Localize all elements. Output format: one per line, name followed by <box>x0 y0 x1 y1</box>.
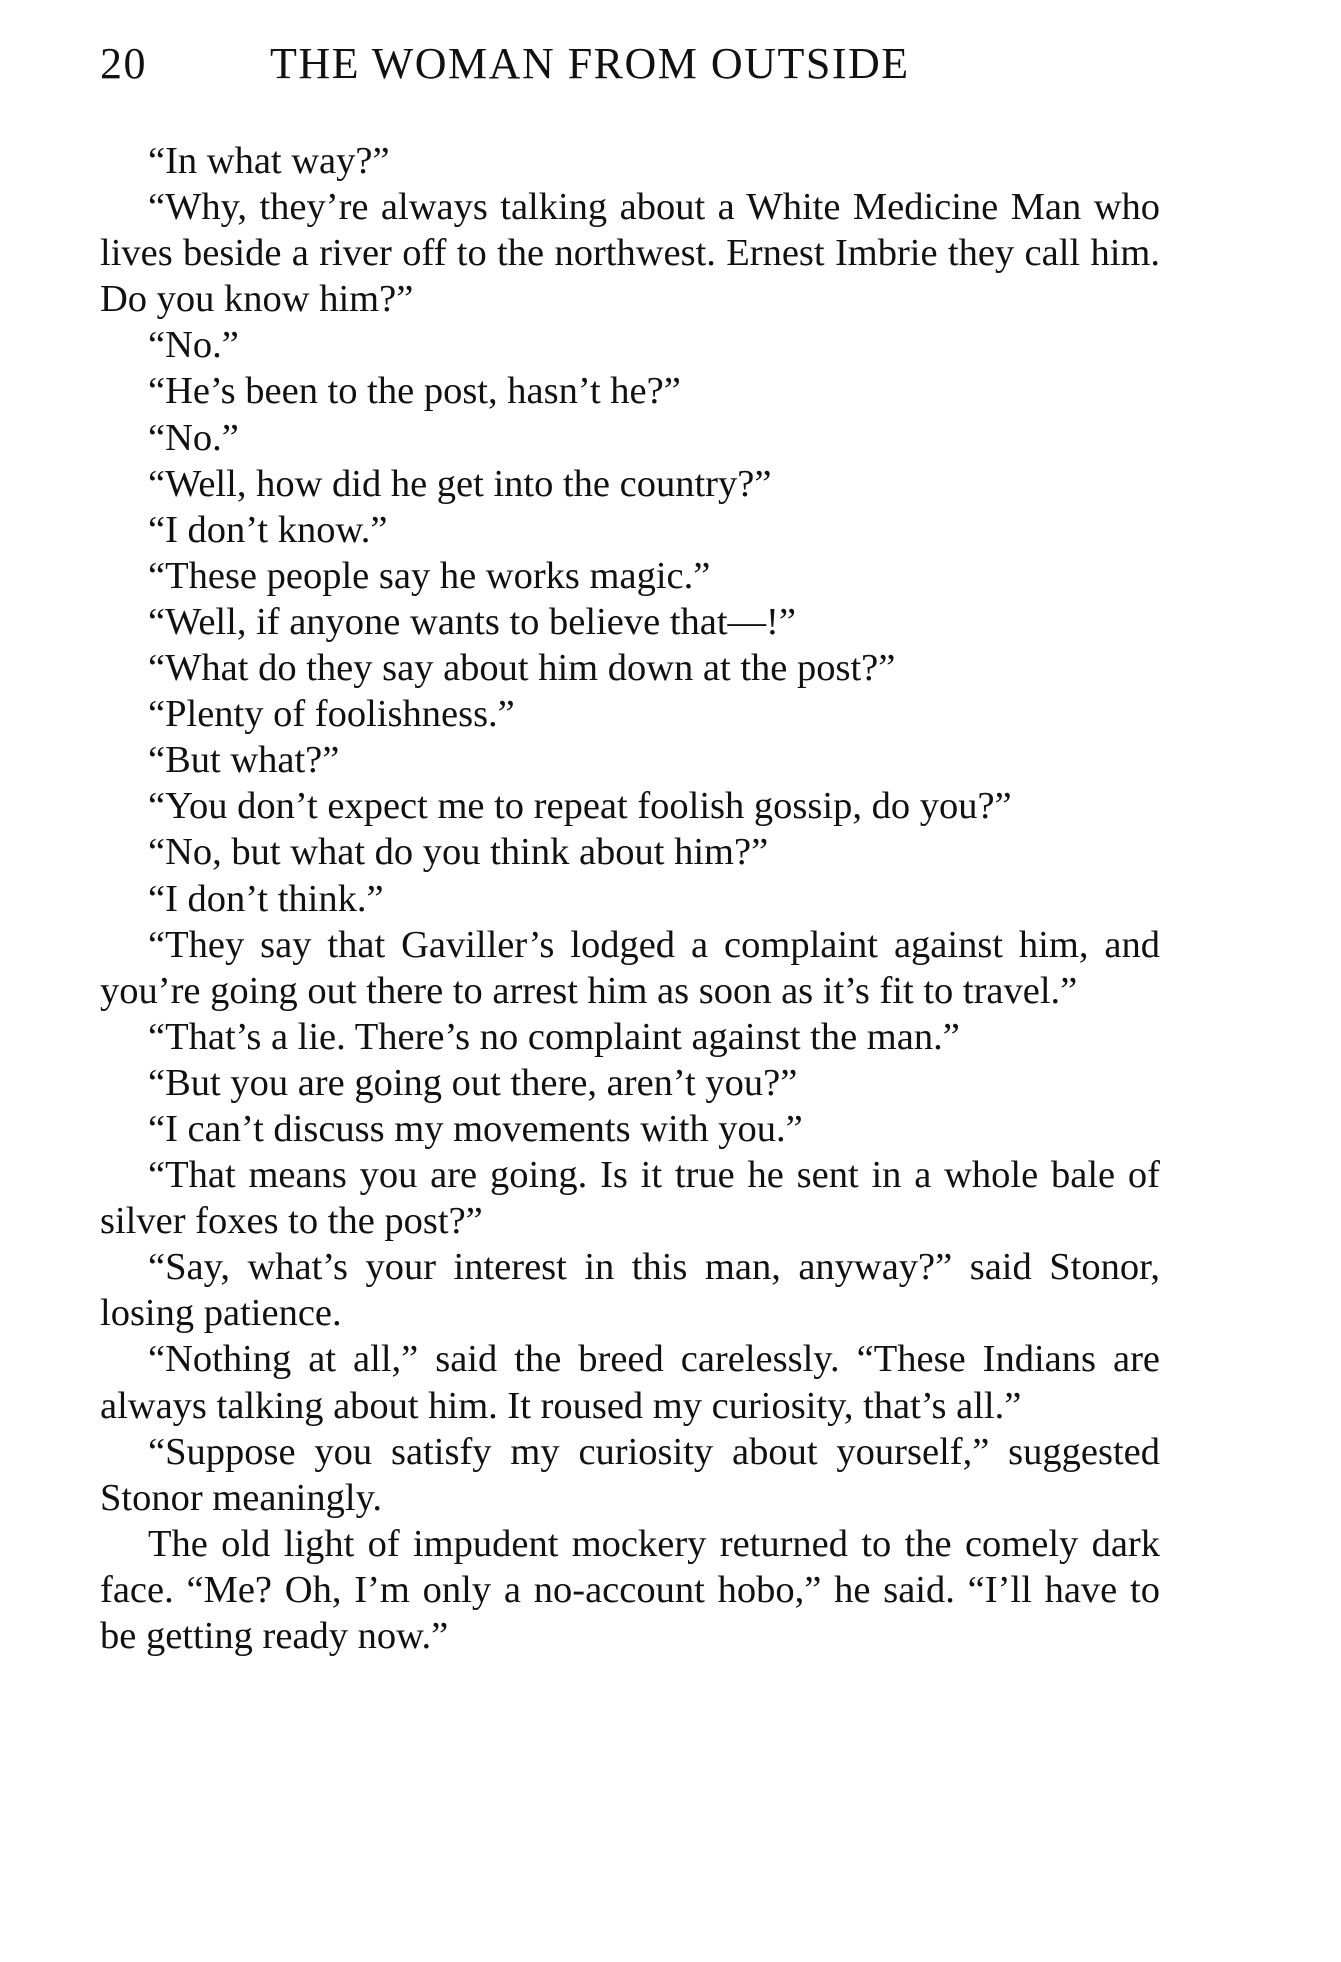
paragraph: The old light of impudent mockery returned to the comely dark face. “Me? Oh, I’m only a no-account hobo,” he said. “I’ll have to be getting ready now.” <box>100 1522 1160 1657</box>
paragraph: “You don’t expect me to repeat foolish gossip, do you?” <box>148 785 1012 828</box>
paragraph: “Say, what’s your interest in this man, anyway?” said Stonor, losing patience. <box>100 1246 1160 1335</box>
paragraph: “In what way?” <box>148 140 390 182</box>
running-head <box>100 38 1160 98</box>
paragraph: “He’s been to the post, hasn’t he?” <box>148 370 681 413</box>
paragraph: “I can’t discuss my movements with you.” <box>148 1107 803 1150</box>
paragraph: “I don’t think.” <box>148 877 384 920</box>
paragraph: “What do they say about him down at the post?” <box>148 647 896 690</box>
paragraph: “Well, if anyone wants to believe that—!” <box>148 600 796 643</box>
paragraph: “No.” <box>148 416 239 459</box>
paragraph: “Plenty of foolishness.” <box>148 693 515 736</box>
running-title: THE WOMAN FROM OUTSIDE <box>270 39 910 88</box>
paragraph: “No.” <box>148 324 239 367</box>
paragraph: “These people say he works magic.” <box>148 554 711 597</box>
paragraph: “That means you are going. Is it true he sent in a whole bale of silver foxes to the post?” <box>100 1154 1160 1243</box>
paragraph: “I don’t know.” <box>148 508 388 551</box>
paragraph: “Nothing at all,” said the breed carelessly. “These Indians are always talking about him. It roused my curiosity, that’s all.” <box>100 1338 1160 1427</box>
paragraph: “They say that Gaviller’s lodged a complaint against him, and you’re going out there to arrest him as soon as it’s fit to travel.” <box>100 923 1160 1012</box>
page-number: 20 <box>100 39 147 88</box>
body-text <box>100 138 1160 1659</box>
paragraph: “Suppose you satisfy my curiosity about yourself,” suggested Stonor meaningly. <box>100 1430 1160 1519</box>
paragraph: “No, but what do you think about him?” <box>148 831 769 874</box>
paragraph: “But what?” <box>148 739 340 782</box>
paragraph: “That’s a lie. There’s no complaint against the man.” <box>148 1015 960 1058</box>
paragraph: “Why, they’re always talking about a White Medicine Man who lives beside a river off to the northwest. Ernest Imbrie they call him. Do you know him?” <box>100 186 1160 321</box>
paragraph: “Well, how did he get into the country?” <box>148 462 772 505</box>
paragraph: “But you are going out there, aren’t you?” <box>148 1061 798 1104</box>
